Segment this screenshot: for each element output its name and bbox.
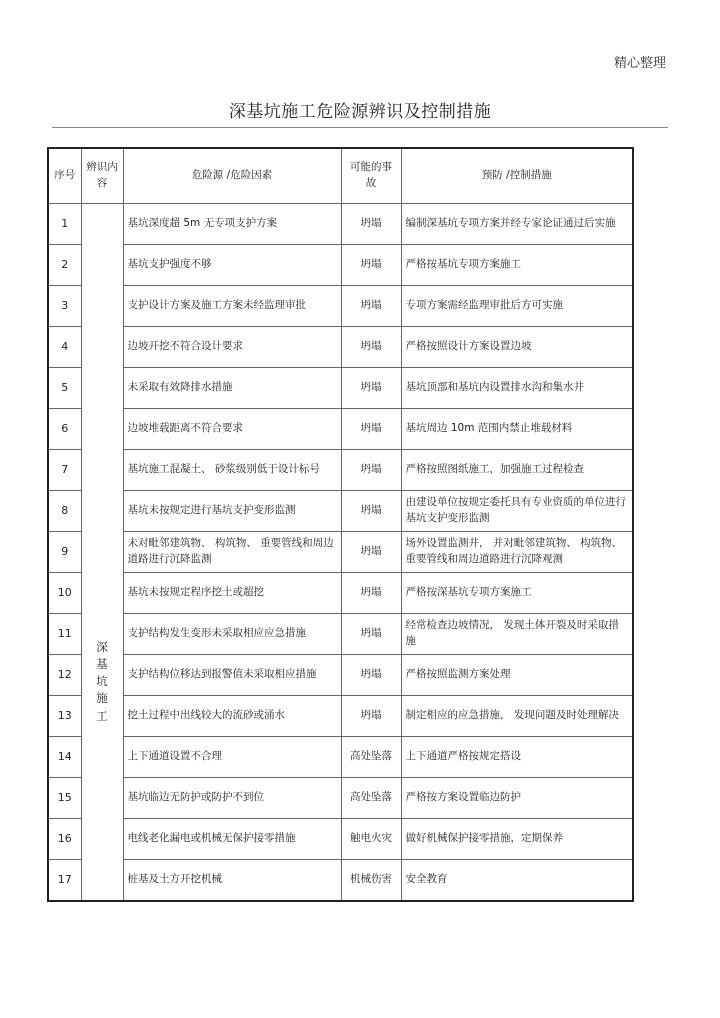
accident-cell: 坍塌	[341, 491, 401, 532]
hazard-cell: 基坑施工混凝土、 砂浆级别低于设计标号	[123, 450, 341, 491]
row-number: 4	[48, 327, 81, 368]
category-char: 深	[96, 639, 108, 654]
table-row	[48, 491, 633, 532]
hazard-cell: 基坑支护强度不够	[123, 245, 341, 286]
table-row	[48, 450, 633, 491]
measure-cell: 由建设单位按规定委托具有专业资质的单位进行基坑支护变形监测	[401, 491, 633, 532]
measure-cell: 严格按方案设置临边防护	[401, 778, 633, 819]
table-row	[48, 286, 633, 327]
table-row	[48, 696, 633, 737]
row-number: 12	[48, 655, 81, 696]
table-row	[48, 245, 633, 286]
measure-cell: 场外设置监测井， 并对毗邻建筑物、 构筑物、重要管线和周边道路进行沉降观测	[401, 532, 633, 573]
accident-cell: 坍塌	[341, 204, 401, 245]
header-measure: 预防 /控制措施	[401, 148, 633, 204]
table-row	[48, 368, 633, 409]
category-cell	[81, 204, 123, 901]
table-row	[48, 655, 633, 696]
accident-cell: 坍塌	[341, 409, 401, 450]
accident-cell: 坍塌	[341, 532, 401, 573]
hazard-cell: 未采取有效降排水措施	[123, 368, 341, 409]
row-number: 15	[48, 778, 81, 819]
accident-cell: 高处坠落	[341, 778, 401, 819]
corner-note: 精心整理	[613, 56, 666, 71]
row-number: 1	[48, 204, 81, 245]
table-row	[48, 573, 633, 614]
header-category: 辨识内容	[81, 148, 123, 204]
hazard-cell: 边坡开挖不符合设计要求	[123, 327, 341, 368]
hazard-cell: 支护结构位移达到报警值未采取相应措施	[123, 655, 341, 696]
accident-cell: 坍塌	[341, 614, 401, 655]
row-number: 13	[48, 696, 81, 737]
measure-cell: 严格按照监测方案处理	[401, 655, 633, 696]
measure-cell: 经常检查边坡情况， 发现土体开裂及时采取措施	[401, 614, 633, 655]
accident-cell: 高处坠落	[341, 737, 401, 778]
category-char: 基	[96, 656, 108, 671]
table-body	[48, 204, 633, 901]
accident-cell: 坍塌	[341, 368, 401, 409]
hazard-cell: 基坑深度超 5m 无专项支护方案	[123, 204, 341, 245]
measure-cell: 严格按照设计方案设置边坡	[401, 327, 633, 368]
hazard-cell: 电线老化漏电或机械无保护接零措施	[123, 819, 341, 860]
hazard-cell: 未对毗邻建筑物、 构筑物、 重要管线和周边道路进行沉降监测	[123, 532, 341, 573]
accident-cell: 机械伤害	[341, 860, 401, 901]
row-number: 10	[48, 573, 81, 614]
table-header-row	[48, 148, 633, 204]
hazard-cell: 基坑临边无防护或防护不到位	[123, 778, 341, 819]
hazard-cell: 挖土过程中出线较大的流砂或涌水	[123, 696, 341, 737]
measure-cell: 严格按深基坑专项方案施工	[401, 573, 633, 614]
header-no: 序号	[48, 148, 81, 204]
row-number: 9	[48, 532, 81, 573]
page-title: 深基坑施工危险源辨识及控制措施	[228, 102, 492, 122]
header-hazard: 危险源 /危险因素	[123, 148, 341, 204]
hazard-cell: 支护设计方案及施工方案未经监理审批	[123, 286, 341, 327]
row-number: 6	[48, 409, 81, 450]
accident-cell: 坍塌	[341, 286, 401, 327]
accident-cell: 坍塌	[341, 245, 401, 286]
hazard-cell: 支护结构发生变形未采取相应应急措施	[123, 614, 341, 655]
category-char: 坑	[96, 674, 108, 689]
measure-cell: 编制深基坑专项方案并经专家论证通过后实施	[401, 204, 633, 245]
measure-cell: 严格按基坑专项方案施工	[401, 245, 633, 286]
table-row	[48, 860, 633, 901]
header-accident: 可能的事故	[341, 148, 401, 204]
measure-cell: 严格按照图纸施工，加强施工过程检查	[401, 450, 633, 491]
table-row	[48, 204, 633, 245]
measure-cell: 基坑周边 10m 范围内禁止堆载材料	[401, 409, 633, 450]
accident-cell: 坍塌	[341, 696, 401, 737]
measure-cell: 上下通道严格按规定搭设	[401, 737, 633, 778]
measure-cell: 制定相应的应急措施， 发现问题及时处理解决	[401, 696, 633, 737]
accident-cell: 坍塌	[341, 327, 401, 368]
table-row	[48, 409, 633, 450]
title-divider	[52, 127, 668, 128]
row-number: 2	[48, 245, 81, 286]
hazard-cell: 桩基及土方开挖机械	[123, 860, 341, 901]
hazard-cell: 边坡堆载距离不符合要求	[123, 409, 341, 450]
hazard-table	[47, 147, 634, 902]
table-row	[48, 819, 633, 860]
table-row	[48, 532, 633, 573]
hazard-cell: 上下通道设置不合理	[123, 737, 341, 778]
row-number: 8	[48, 491, 81, 532]
hazard-cell: 基坑未按规定进行基坑支护变形监测	[123, 491, 341, 532]
row-number: 11	[48, 614, 81, 655]
category-char: 工	[96, 708, 108, 723]
row-number: 7	[48, 450, 81, 491]
accident-cell: 坍塌	[341, 573, 401, 614]
accident-cell: 触电火灾	[341, 819, 401, 860]
category-char: 施	[96, 691, 108, 706]
table-row	[48, 778, 633, 819]
measure-cell: 专项方案需经监理审批后方可实施	[401, 286, 633, 327]
hazard-cell: 基坑未按规定程序挖土或超挖	[123, 573, 341, 614]
row-number: 17	[48, 860, 81, 901]
row-number: 3	[48, 286, 81, 327]
row-number: 5	[48, 368, 81, 409]
table-row	[48, 614, 633, 655]
measure-cell: 基坑顶部和基坑内设置排水沟和集水井	[401, 368, 633, 409]
table-row	[48, 327, 633, 368]
row-number: 14	[48, 737, 81, 778]
row-number: 16	[48, 819, 81, 860]
table-row	[48, 737, 633, 778]
accident-cell: 坍塌	[341, 655, 401, 696]
measure-cell: 安全教育	[401, 860, 633, 901]
measure-cell: 做好机械保护接零措施，定期保养	[401, 819, 633, 860]
accident-cell: 坍塌	[341, 450, 401, 491]
